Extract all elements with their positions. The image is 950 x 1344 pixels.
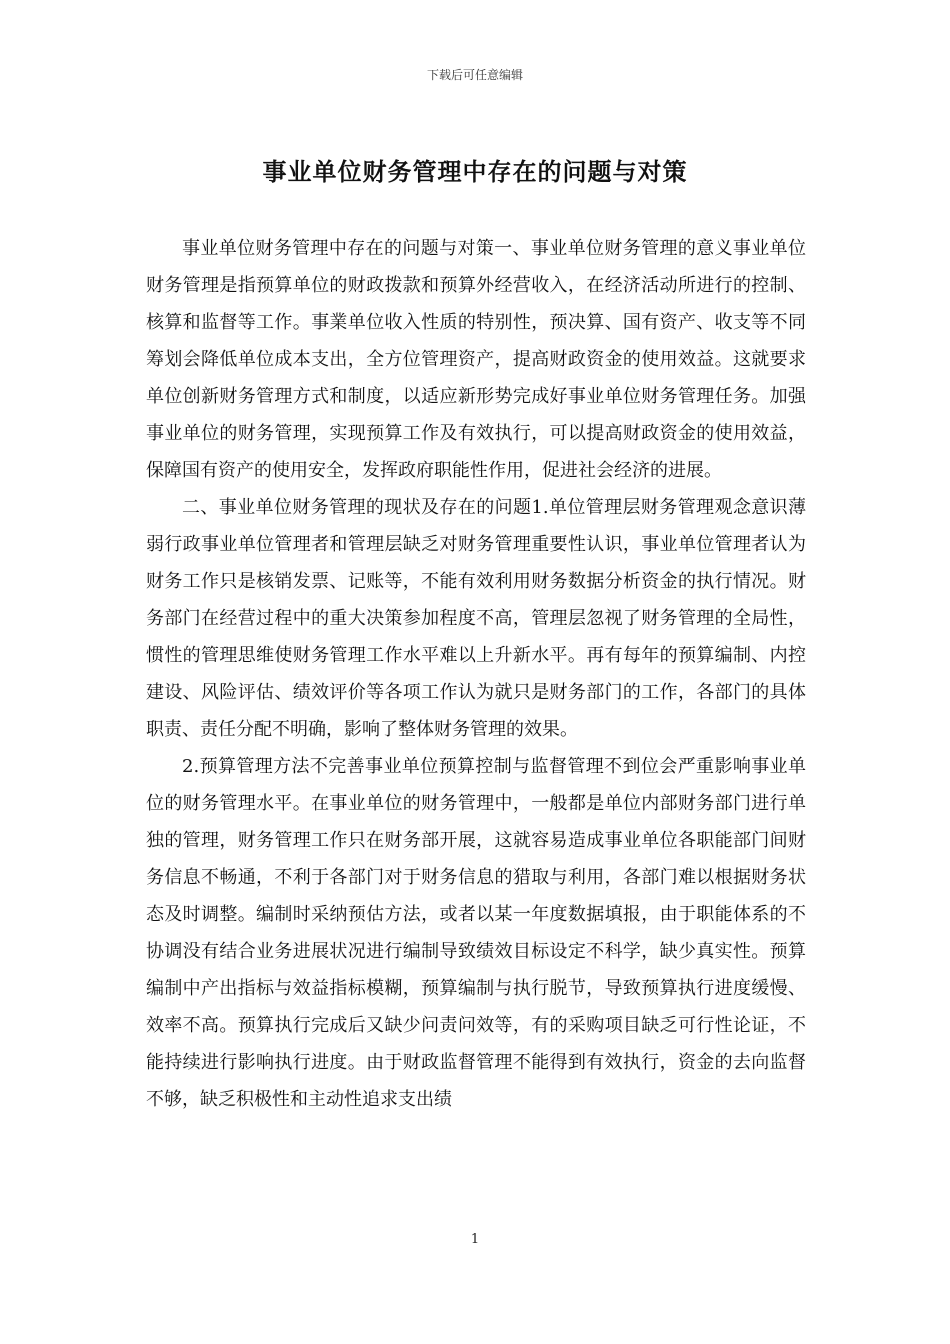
page-number: 1 <box>470 1232 480 1247</box>
paragraph-3: 2.预算管理方法不完善事业单位预算控制与监督管理不到位会严重影响事业单位的财务管理水平。在事业单位的财务管理中，一般都是单位内部财务部门进行单独的管理，财务管理工作只在财务部开展，这就容易造成事业单位各职能部门间财务信息不畅通，不利于各部门对于财务信息的猎取与利用，各部门难以根据财务状态及时调整。编制时采纳预估方法，或者以某一年度数据填报，由于职能体系的不协调没有结合业务进展状况进行编制导致绩效目标设定不科学，缺少真实性。预算编制中产出指标与效益指标模糊，预算编制与执行脱节，导致预算执行进度缓慢、效率不高。预算执行完成后又缺少问责问效等，有的采购项目缺乏可行性论证，不能持续进行影响执行进度。由于财政监督管理不能得到有效执行，资金的去向监督不够，缺乏积极性和主动性追求支出绩 <box>146 756 806 1110</box>
paragraph-2: 二、事业单位财务管理的现状及存在的问题1.单位管理层财务管理观念意识薄弱行政事业单位管理者和管理层缺乏对财务管理重要性认识，事业单位管理者认为财务工作只是核销发票、记账等，不能有效利用财务数据分析资金的执行情况。财务部门在经营过程中的重大决策参加程度不高，管理层忽视了财务管理的全局性，惯性的管理思维使财务管理工作水平难以上升新水平。再有每年的预算编制、内控建设、风险评估、绩效评价等各项工作认为就只是财务部门的工作，各部门的具体职责、责任分配不明确，影响了整体财务管理的效果。 <box>146 497 806 740</box>
document-body <box>146 230 806 1118</box>
paragraph-1: 事业单位财务管理中存在的问题与对策一、事业单位财务管理的意义事业单位财务管理是指预算单位的财政拨款和预算外经营收入，在经济活动所进行的控制、核算和监督等工作。事業单位收入性质的特别性，预决算、国有资产、收支等不同筹划会降低单位成本支出，全方位管理资产，提高财政资金的使用效益。这就要求单位创新财务管理方式和制度，以适应新形势完成好事业单位财务管理任务。加强事业单位的财务管理，实现预算工作及有效执行，可以提高财政资金的使用效益，保障国有资产的使用安全，发挥政府职能性作用，促进社会经济的进展。 <box>146 238 806 481</box>
header-note: 下载后可任意编辑 <box>426 68 523 82</box>
document-title: 事业单位财务管理中存在的问题与对策 <box>262 157 688 186</box>
